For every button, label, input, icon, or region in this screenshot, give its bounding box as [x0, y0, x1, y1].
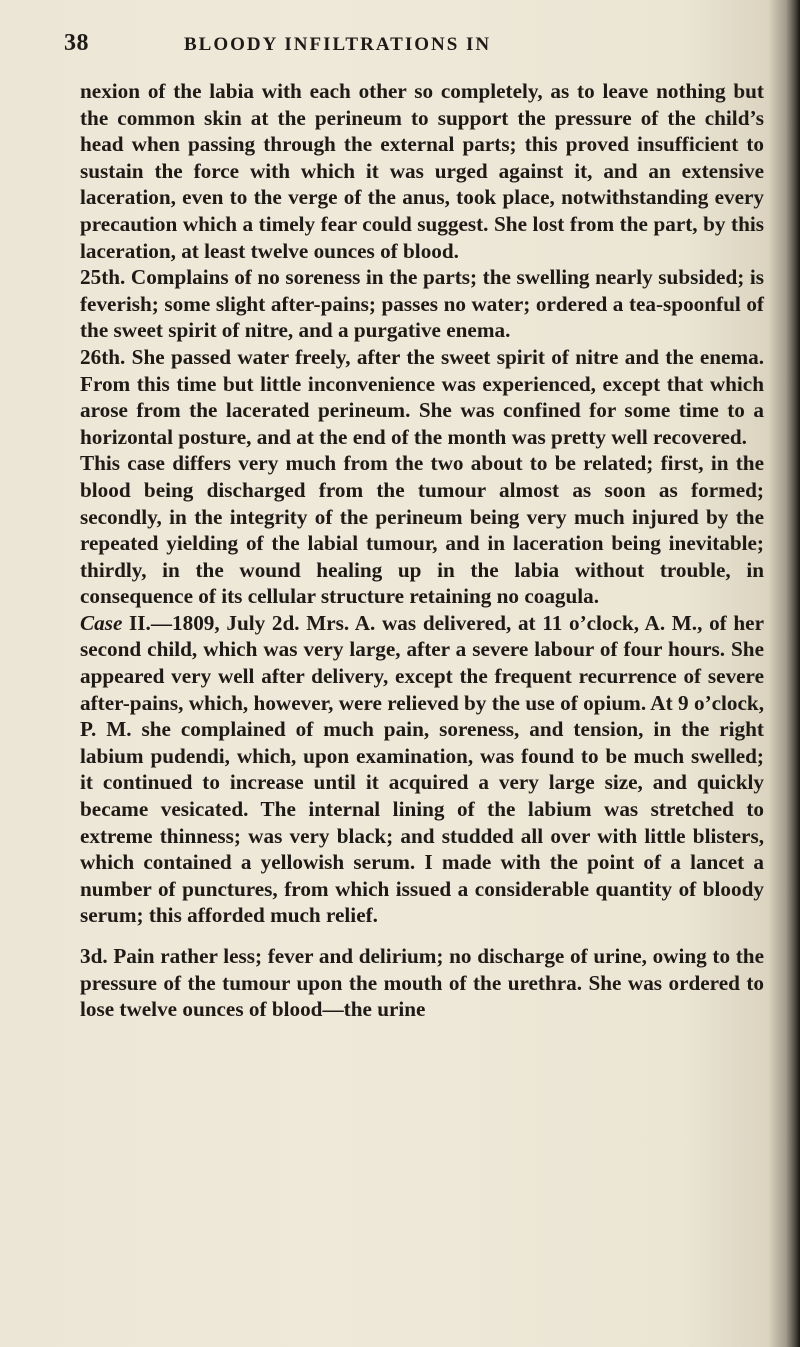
page-header	[64, 30, 764, 60]
case-label: Case	[80, 610, 123, 635]
paragraph-25th: 25th. Complains of no soreness in the parts; the swelling nearly subsided; is feverish; some slight after-pains; passes no water; ordered a tea-spoonful of the sweet spirit of nitre, and a purgative enema.	[80, 265, 764, 343]
paragraph-26th: 26th. She passed water freely, after the sweet spirit of nitre and the enema. From this time but little inconvenience was experienced, except that which arose from the lacerated perineum. She was confined for some time to a horizontal posture, and at the end of the month was pretty well recovered.	[80, 344, 764, 449]
paragraph-case-ii	[80, 610, 764, 929]
paragraph-continuation: nexion of the labia with each other so completely, as to leave nothing but the common skin at the perineum to support the pressure of the child’s head when passing through the external parts; this proved insufficient to sustain the force with which it was urged against it, and an extensive laceration, even to the verge of the anus, took place, notwithstanding every precaution which a timely fear could suggest. She lost from the part, by this laceration, at least twelve ounces of blood.	[80, 79, 764, 263]
running-head: BLOODY INFILTRATIONS IN	[184, 34, 492, 55]
case-text: II.—1809, July 2d. Mrs. A. was delivered, at 11 o’clock, A. M., of her second child, which was very large, after a severe labour of four hours. She appeared very well after delivery, except the frequent recurrence of severe after-pains, which, however, were relieved by the use of opium. At 9 o’clock, P. M. she complained of much pain, soreness, and tension, in the right labium pudendi, which, upon examination, was found to be much swelled; it continued to increase until it acquired a very large size, and quickly became vesicated. The internal lining of the labium was stretched to extreme thinness; was very black; and studded all over with little blisters, which contained a yellowish serum. I made with the point of a lancet a number of punctures, from which issued a considerable quantity of bloody serum; this afforded much relief.	[80, 610, 764, 928]
page-number: 38	[64, 30, 89, 56]
page-edge-shadow	[786, 0, 800, 1347]
paragraph-case-differs: This case differs very much from the two about to be related; first, in the blood being discharged from the tumour almost as soon as formed; secondly, in the integrity of the perineum being very much injured by the repeated yielding of the labial tumour, and in laceration being inevitable; thirdly, in the wound healing up in the labia without trouble, in consequence of its cellular structure retaining no coagula.	[80, 451, 764, 609]
paragraph-3d: 3d. Pain rather less; fever and delirium; no discharge of urine, owing to the pressure of the tumour upon the mouth of the urethra. She was ordered to lose twelve ounces of blood—the urine	[80, 944, 764, 1022]
body-text	[80, 78, 764, 1023]
